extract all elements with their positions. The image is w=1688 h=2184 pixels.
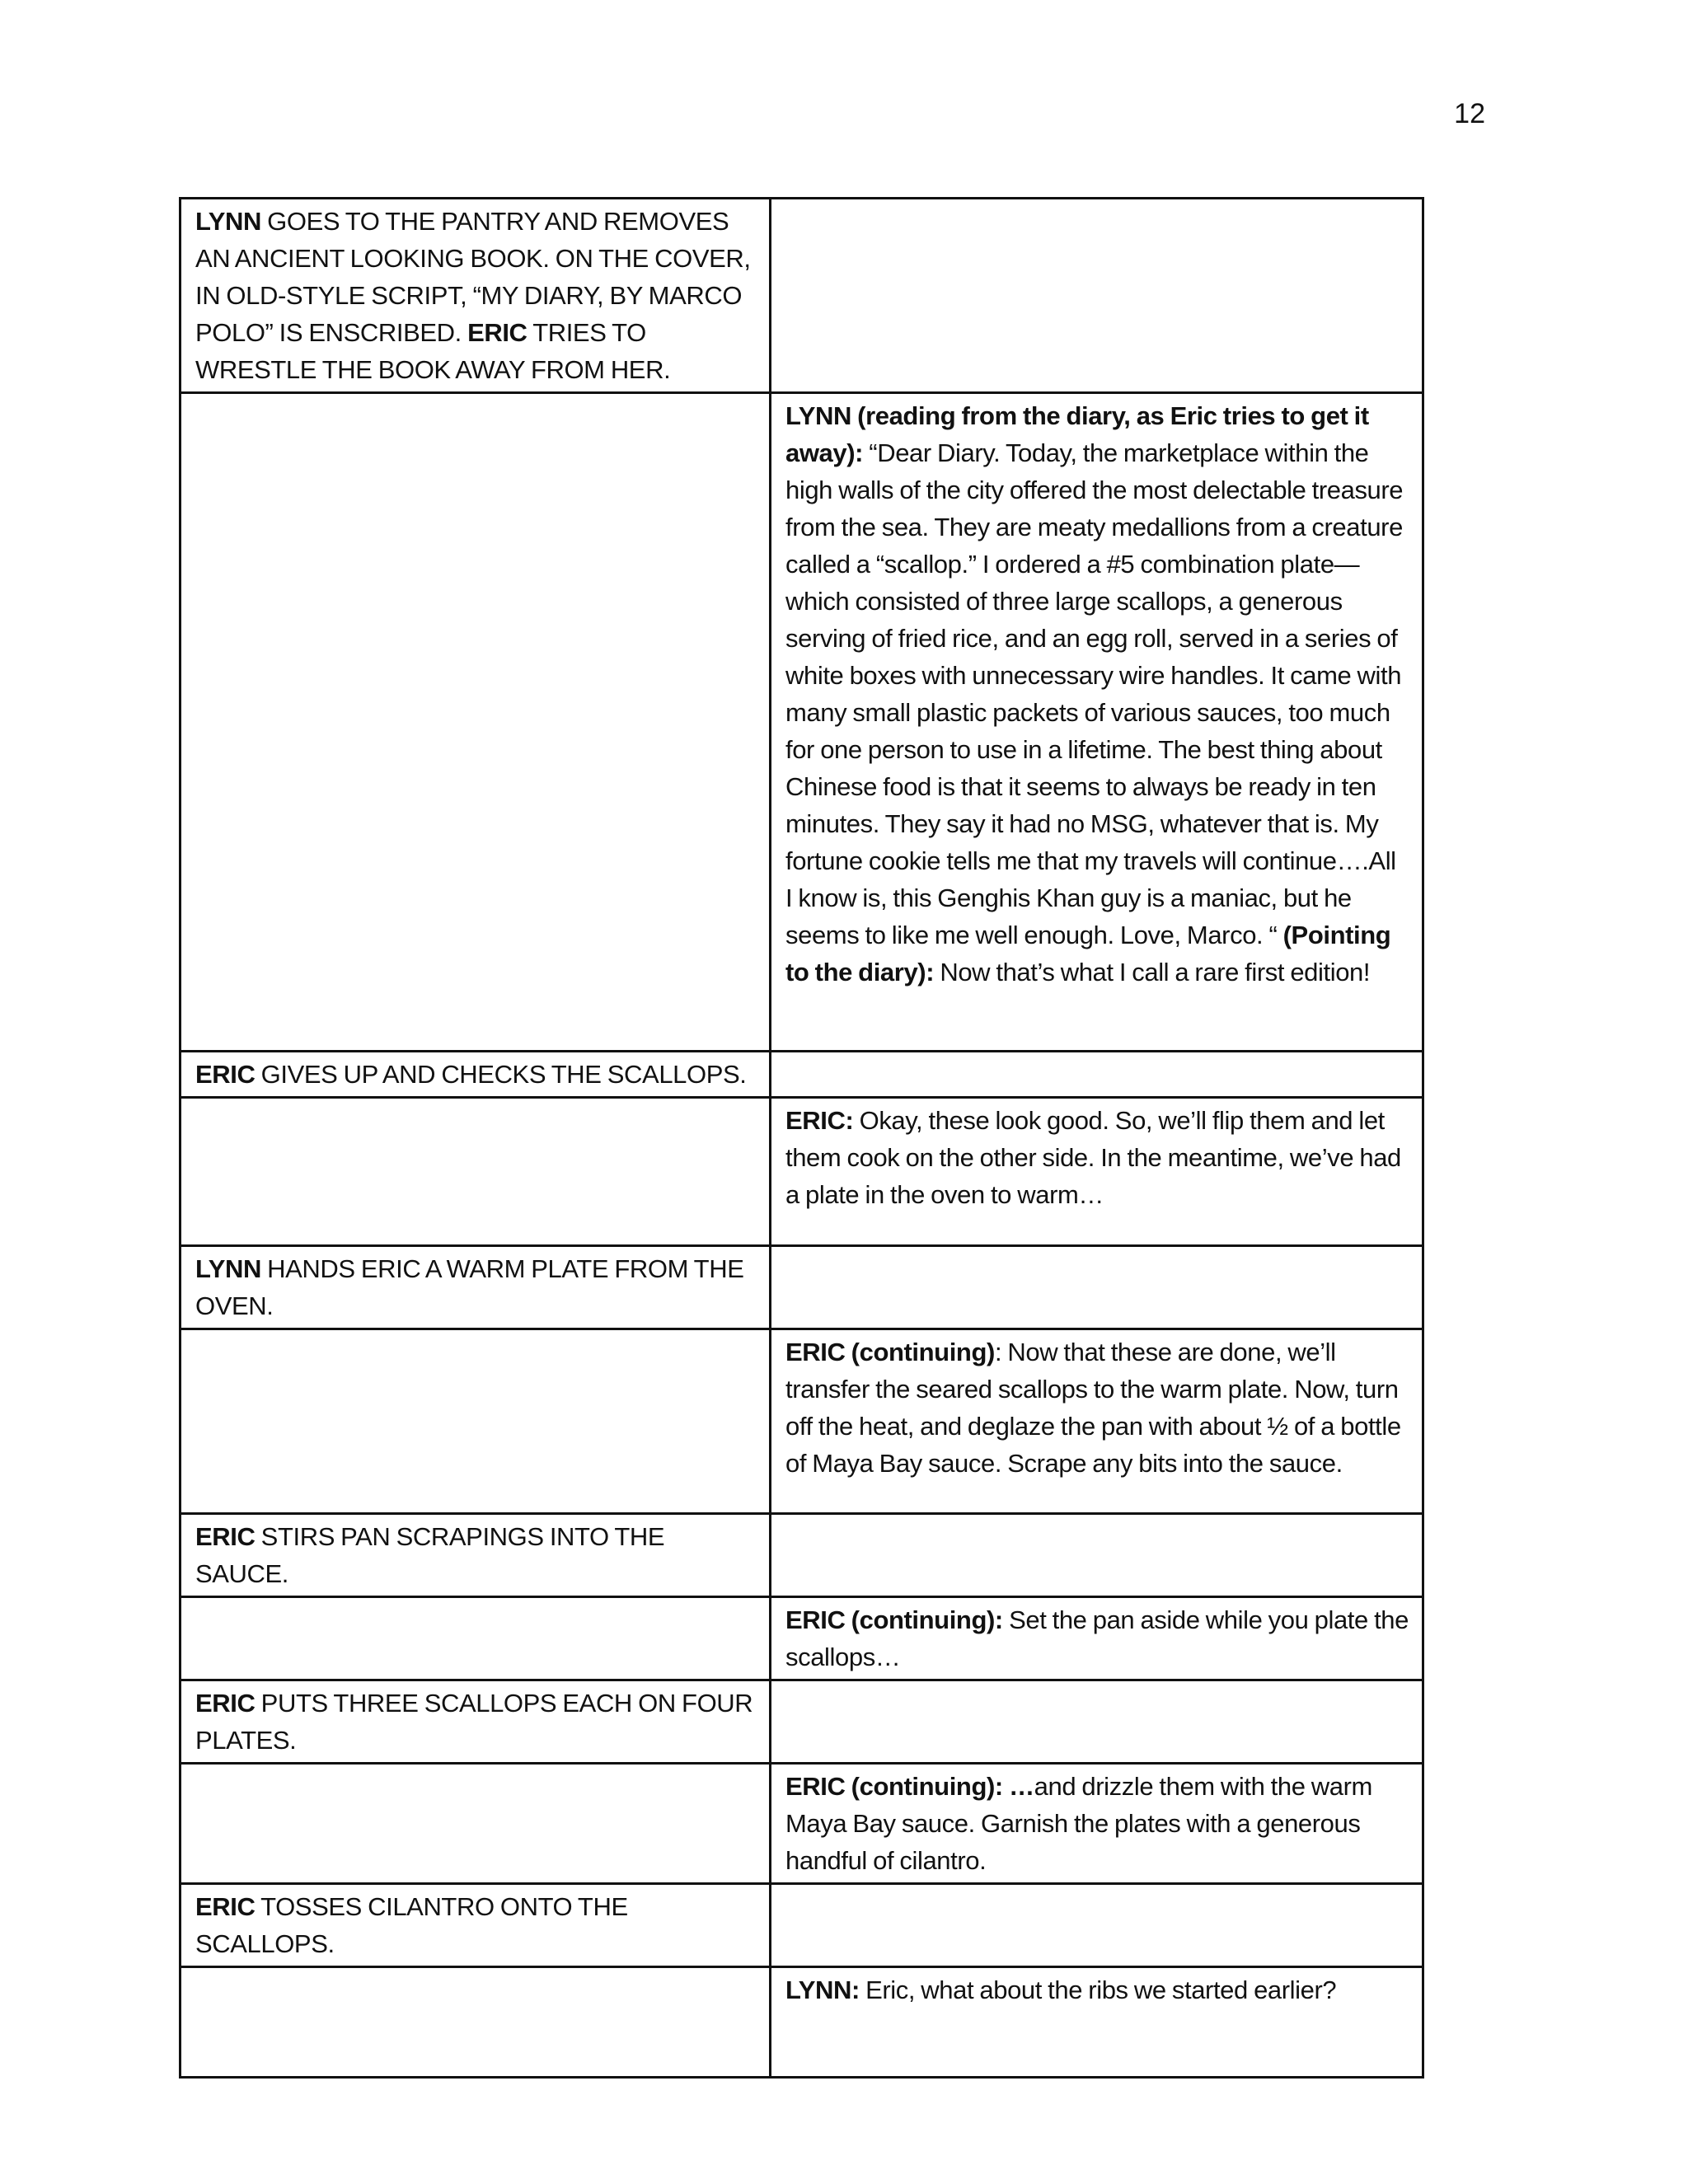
table-row xyxy=(181,1098,1423,1246)
dialogue-cell xyxy=(771,1967,1423,2078)
dialogue-cell xyxy=(771,1052,1423,1098)
dialogue-text: Okay, these look good. So, we’ll flip them and let them cook on the other side. In the meantime, we’ve had a plate in the oven to warm… xyxy=(785,1106,1401,1209)
stage-direction-cell xyxy=(181,1098,771,1246)
stage-direction-cell xyxy=(181,1967,771,2078)
table-row xyxy=(181,1597,1423,1680)
dialogue-cell xyxy=(771,1680,1423,1764)
stage-direction-text: HANDS ERIC A WARM PLATE FROM THE OVEN. xyxy=(195,1254,744,1320)
speaker-cue: LYNN (reading from the diary, as Eric tries to get it away): xyxy=(785,401,1369,467)
stage-direction-cell xyxy=(181,1052,771,1098)
table-row xyxy=(181,1764,1423,1884)
stage-direction-cell xyxy=(181,1597,771,1680)
dialogue-text: and drizzle them with the warm Maya Bay sauce. Garnish the plates with a generous handful of cilantro. xyxy=(785,1772,1372,1875)
stage-direction-cell xyxy=(181,199,771,393)
table-row xyxy=(181,1052,1423,1098)
speaker-cue: ERIC (continuing) xyxy=(785,1338,995,1366)
character-name: ERIC xyxy=(195,1689,256,1718)
dialogue-text: Now that’s what I call a rare first edition! xyxy=(934,958,1371,987)
character-name: ERIC xyxy=(195,1522,256,1551)
stage-direction-cell xyxy=(181,1514,771,1597)
page-number: 12 xyxy=(1454,98,1485,129)
speaker-cue: LYNN: xyxy=(785,1975,860,2004)
dialogue-cell xyxy=(771,393,1423,1052)
dialogue-cell xyxy=(771,1884,1423,1967)
character-name: ERIC xyxy=(195,1060,256,1089)
dialogue-text: : Now that these are done, we’ll transfer the seared scallops to the warm plate. Now, turn off the heat, and deglaze the pan with about ½ of a bottle of Maya Bay sauce. Scrape any bits into the sauce. xyxy=(785,1338,1401,1478)
character-name: ERIC xyxy=(195,1892,256,1921)
stage-direction-cell xyxy=(181,1329,771,1514)
stage-direction-cell xyxy=(181,1680,771,1764)
table-row xyxy=(181,1680,1423,1764)
dialogue-cell xyxy=(771,199,1423,393)
stage-direction-cell xyxy=(181,393,771,1052)
table-row xyxy=(181,1514,1423,1597)
dialogue-text: “Dear Diary. Today, the marketplace within the high walls of the city offered the most delectable treasure from the sea. They are meaty medallions from a creature called a “scallop.” I ordered a #5 combination plate—which consisted of three large scallops, a generous serving of fried rice, and an egg roll, served in a series of white boxes with unnecessary wire handles. It came with many small plastic packets of various sauces, too much for one person to use in a lifetime. The best thing about Chinese food is that it seems to always be ready in ten minutes. They say it had no MSG, whatever that is. My fortune cookie tells me that my travels will continue….All I know is, this Genghis Khan guy is a maniac, but he seems to like me well enough. Love, Marco. “ xyxy=(785,438,1404,949)
stage-direction-text: TRIES TO WRESTLE THE BOOK AWAY FROM HER. xyxy=(195,318,671,384)
table-row xyxy=(181,1884,1423,1967)
dialogue-cell xyxy=(771,1246,1423,1329)
stage-direction-text: STIRS PAN SCRAPINGS INTO THE SAUCE. xyxy=(195,1522,665,1588)
stage-direction-cell xyxy=(181,1764,771,1884)
stage-direction-cell xyxy=(181,1246,771,1329)
stage-direction-text: TOSSES CILANTRO ONTO THE SCALLOPS. xyxy=(195,1892,628,1958)
speaker-cue: ERIC: xyxy=(785,1106,854,1135)
speaker-cue: ERIC (continuing): xyxy=(785,1605,1003,1634)
table-row xyxy=(181,393,1423,1052)
dialogue-text: Eric, what about the ribs we started earlier? xyxy=(859,1975,1337,2004)
stage-direction-text: GOES TO THE PANTRY AND REMOVES AN ANCIENT LOOKING BOOK. ON THE COVER, IN OLD-STYLE SCRIPT, “MY DIARY, BY MARCO POLO” IS ENSCRIBED. xyxy=(195,207,751,347)
character-name: ERIC xyxy=(467,318,528,347)
table-row xyxy=(181,199,1423,393)
dialogue-cell xyxy=(771,1098,1423,1246)
stage-direction-cell xyxy=(181,1884,771,1967)
table-row xyxy=(181,1329,1423,1514)
script-table xyxy=(179,197,1424,2079)
dialogue-cell xyxy=(771,1329,1423,1514)
stage-direction-text: GIVES UP AND CHECKS THE SCALLOPS. xyxy=(255,1060,747,1089)
character-name: LYNN xyxy=(195,207,261,236)
stage-direction-text: PUTS THREE SCALLOPS EACH ON FOUR PLATES. xyxy=(195,1689,753,1755)
speaker-cue: ERIC (continuing): … xyxy=(785,1772,1034,1801)
table-row xyxy=(181,1246,1423,1329)
dialogue-cell xyxy=(771,1764,1423,1884)
dialogue-cell xyxy=(771,1514,1423,1597)
action-cue: (Pointing to the diary): xyxy=(785,921,1391,987)
character-name: LYNN xyxy=(195,1254,261,1283)
dialogue-cell xyxy=(771,1597,1423,1680)
dialogue-text: Set the pan aside while you plate the scallops… xyxy=(785,1605,1409,1671)
table-row xyxy=(181,1967,1423,2078)
